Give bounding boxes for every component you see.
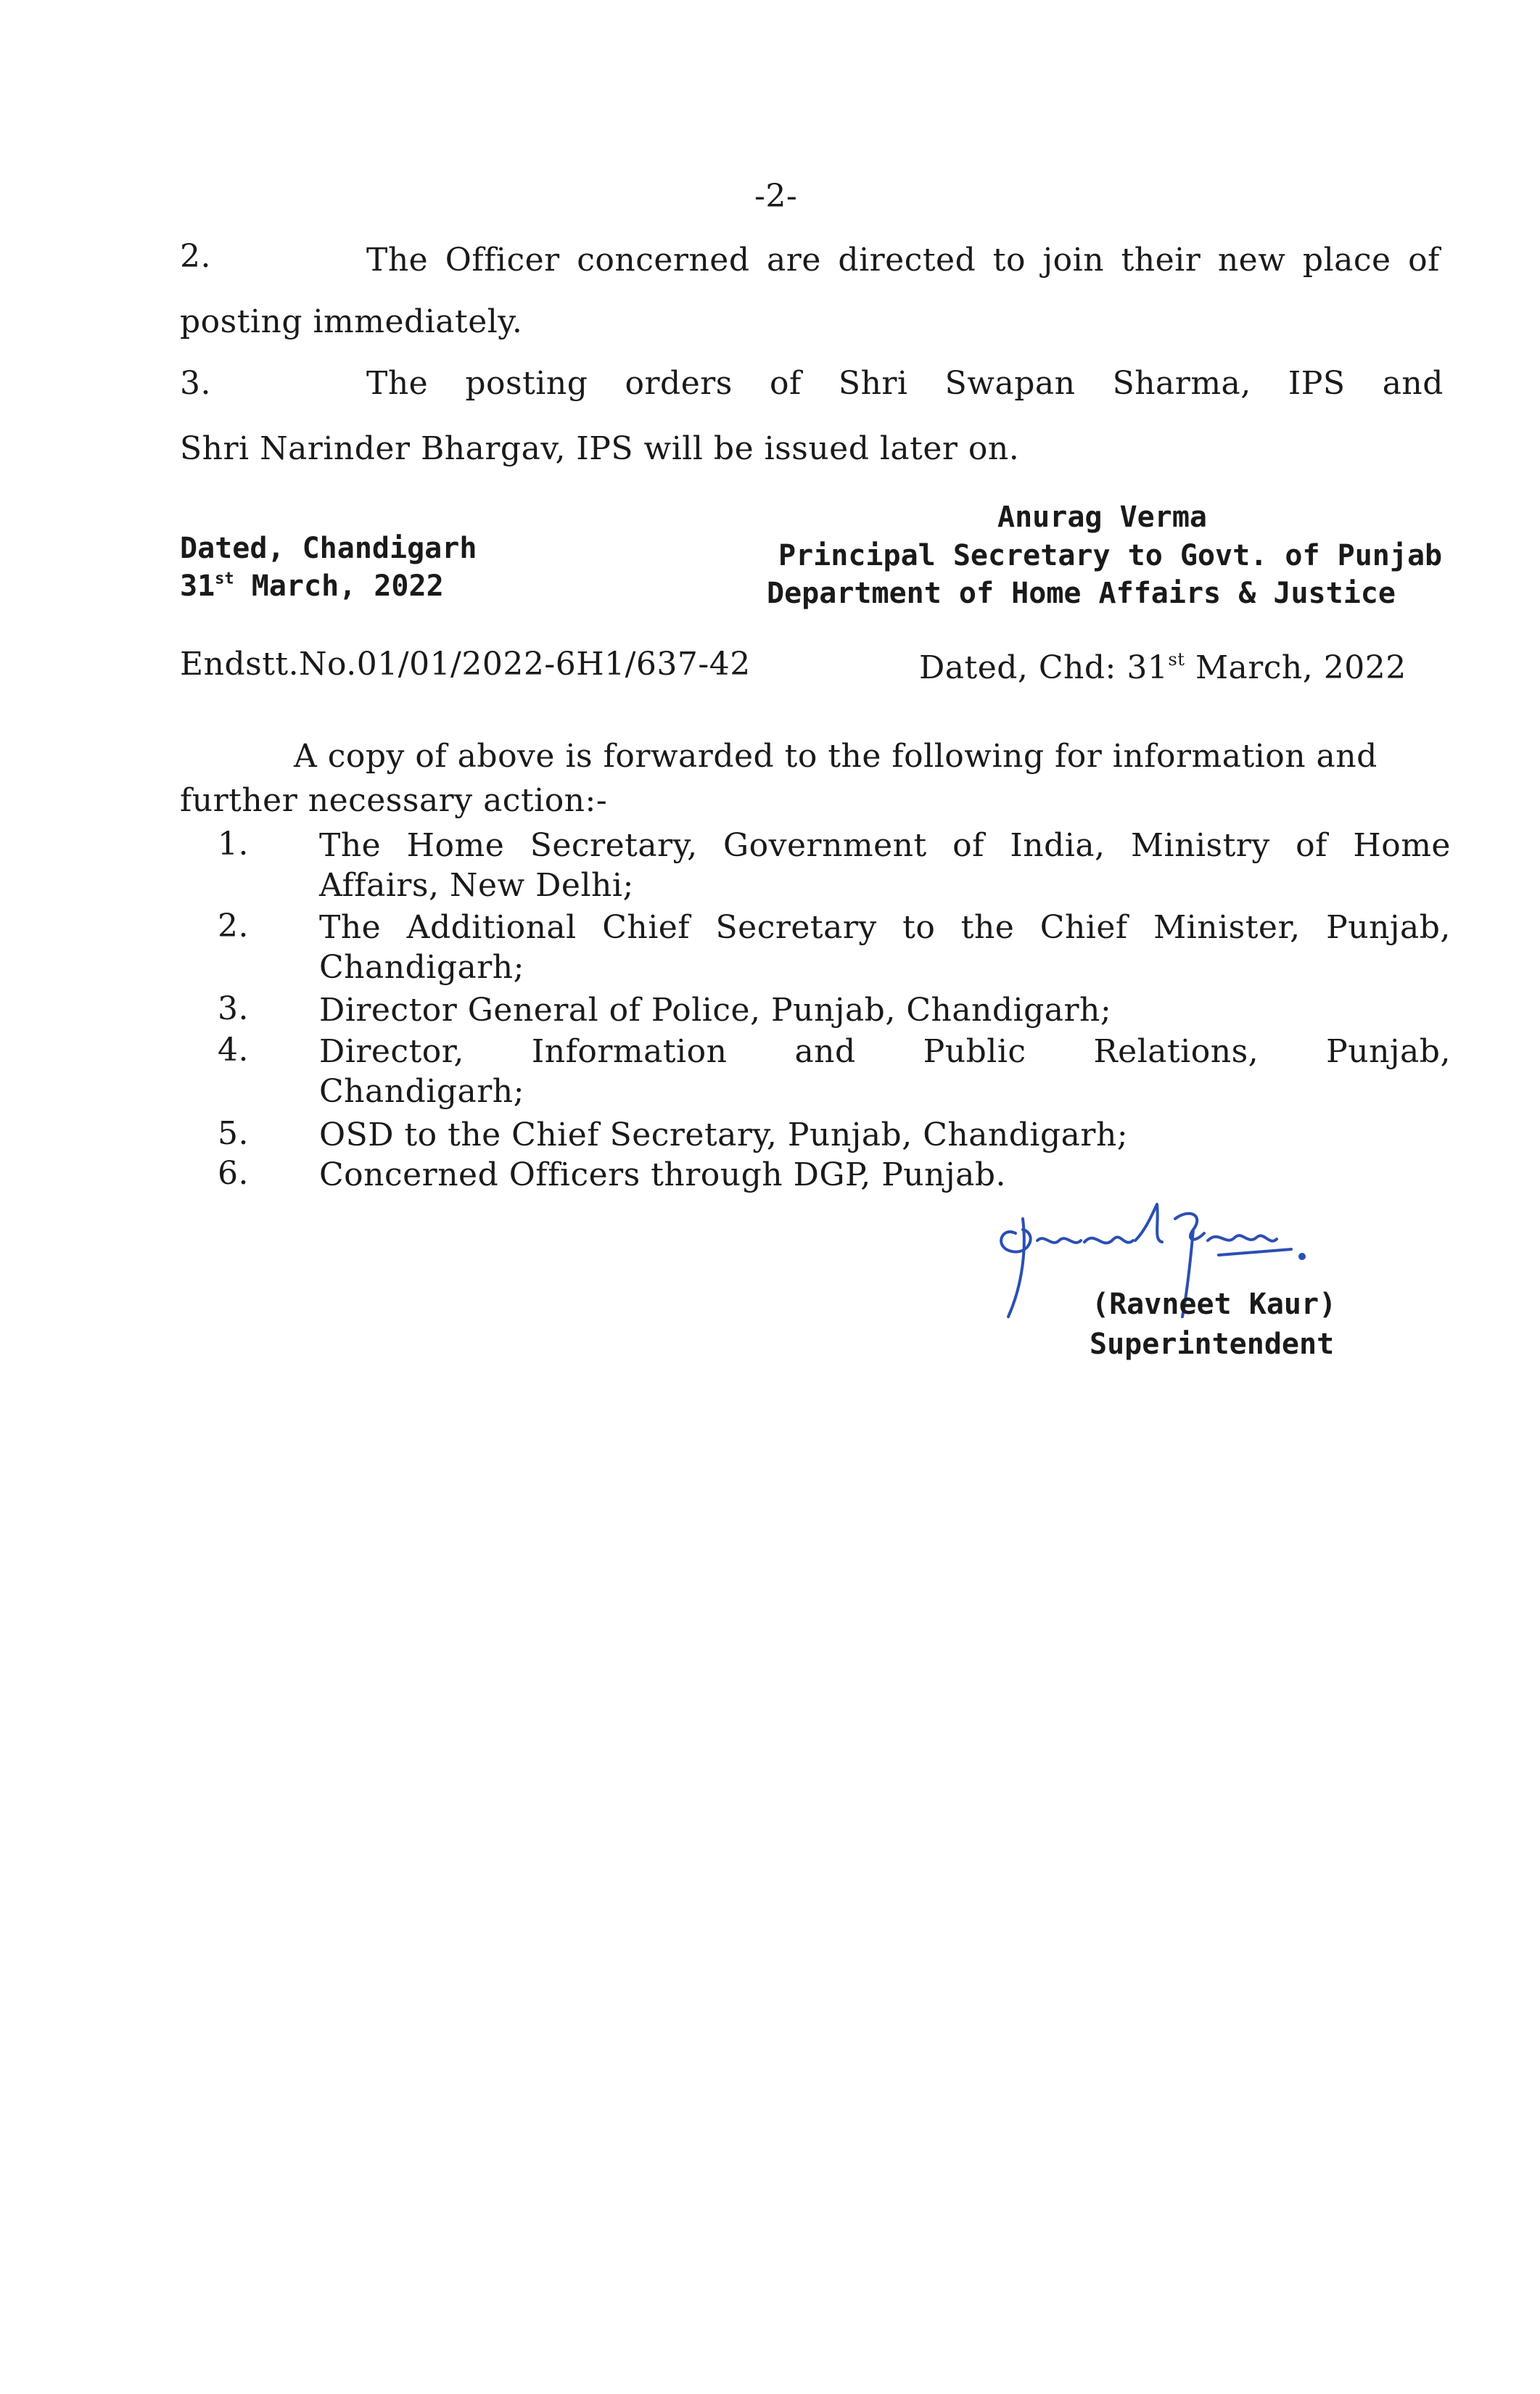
paragraph-3-line-1 — [366, 365, 1444, 402]
list-item-line-1 — [319, 826, 1451, 865]
word: of — [1296, 827, 1327, 864]
word: Chief — [1039, 909, 1128, 946]
word: of — [1408, 242, 1440, 279]
word: The — [366, 365, 429, 402]
list-item-line-2: Chandigarh; — [319, 1073, 524, 1110]
dated-date-day: 31 — [180, 569, 215, 603]
list-item-text — [319, 908, 1451, 987]
word: Information — [531, 1033, 728, 1070]
word: of — [770, 365, 802, 402]
list-item-text: Director General of Police, Punjab, Chandigarh; — [319, 992, 1112, 1029]
word: Sharma, — [1112, 365, 1251, 402]
list-item-number: 3. — [218, 990, 249, 1027]
page-number: -2- — [754, 178, 798, 215]
word: Punjab, — [1326, 1033, 1451, 1070]
word: Minister, — [1153, 909, 1301, 946]
signatory-department: Department of Home Affairs & Justice — [767, 577, 1396, 610]
word: orders — [625, 365, 733, 402]
paragraph-3-number: 3. — [180, 365, 211, 402]
signature-name: (Ravneet Kaur) — [1092, 1288, 1337, 1321]
dated-date-rest: March, 2022 — [234, 569, 444, 603]
endorsement-date-suffix: st — [1168, 649, 1185, 670]
list-item — [218, 826, 1451, 913]
paragraph-2-line-1 — [366, 242, 1440, 279]
word: Chief — [602, 909, 691, 946]
list-item-text: OSD to the Chief Secretary, Punjab, Chandigarh; — [319, 1116, 1129, 1153]
word: Secretary, — [530, 827, 698, 864]
list-item-number: 2. — [218, 908, 249, 945]
word: directed — [838, 242, 976, 279]
word: The — [319, 909, 382, 946]
word: Public — [923, 1033, 1026, 1070]
word: Additional — [406, 909, 577, 946]
endorsement-date — [919, 649, 1407, 686]
endorsement-date-rest: March, 2022 — [1185, 649, 1407, 686]
word: Officer — [445, 242, 560, 279]
word: to — [902, 909, 936, 946]
word: posting — [465, 365, 588, 402]
list-item-text — [319, 826, 1451, 905]
word: are — [767, 242, 821, 279]
word: and — [794, 1033, 856, 1070]
word: place — [1302, 242, 1391, 279]
list-item-line-1 — [319, 1032, 1451, 1071]
copy-intro-line-1: A copy of above is forwarded to the following for information and — [294, 738, 1378, 775]
dated-place: Dated, Chandigarh — [180, 532, 477, 565]
signatory-designation: Principal Secretary to Govt. of Punjab — [778, 539, 1443, 572]
list-item-number: 1. — [218, 826, 249, 863]
copy-intro-line-2: further necessary action:- — [180, 782, 608, 819]
word: Secretary — [715, 909, 877, 946]
endorsement-number: Endstt.No.01/01/2022-6H1/637-42 — [180, 646, 751, 683]
word: their — [1121, 242, 1201, 279]
word: Home — [1353, 827, 1451, 864]
word: concerned — [577, 242, 750, 279]
list-item-number: 4. — [218, 1032, 249, 1069]
word: Ministry — [1130, 827, 1270, 864]
list-item-number: 6. — [218, 1155, 249, 1192]
word: Relations, — [1093, 1033, 1259, 1070]
word: The — [319, 827, 382, 864]
word: to — [992, 242, 1026, 279]
word: the — [960, 909, 1015, 946]
list-item — [218, 908, 1451, 995]
paragraph-2-number: 2. — [180, 238, 211, 275]
list-item — [218, 1032, 1451, 1119]
list-item-text: Concerned Officers through DGP, Punjab. — [319, 1156, 1007, 1193]
word: Director, — [319, 1033, 464, 1070]
word: IPS — [1288, 365, 1346, 402]
list-item-text — [319, 1032, 1451, 1111]
list-item-line-2: Affairs, New Delhi; — [319, 867, 634, 904]
word: and — [1382, 365, 1444, 402]
word: Government — [723, 827, 927, 864]
list-item-line-2: Chandigarh; — [319, 949, 524, 986]
paragraph-3-line-2: Shri Narinder Bhargav, IPS will be issued later on. — [180, 430, 1020, 467]
word: Swapan — [944, 365, 1076, 402]
paragraph-2-line-2: posting immediately. — [180, 303, 523, 340]
word: India, — [1010, 827, 1105, 864]
list-item-line-1 — [319, 908, 1451, 947]
word: join — [1042, 242, 1105, 279]
signatory-name: Anurag Verma — [997, 501, 1207, 534]
dated-date-suffix: st — [215, 569, 234, 588]
endorsement-date-prefix: Dated, Chd: 31 — [919, 649, 1169, 686]
signature-designation: Superintendent — [1090, 1328, 1335, 1361]
word: Punjab, — [1326, 909, 1451, 946]
word: new — [1217, 242, 1286, 279]
list-item — [218, 990, 1451, 1034]
word: Shri — [838, 365, 908, 402]
dated-date — [180, 569, 444, 603]
word: The — [366, 242, 429, 279]
list-item — [218, 1115, 1451, 1159]
word: Home — [406, 827, 505, 864]
list-item-number: 5. — [218, 1115, 249, 1152]
word: of — [952, 827, 984, 864]
